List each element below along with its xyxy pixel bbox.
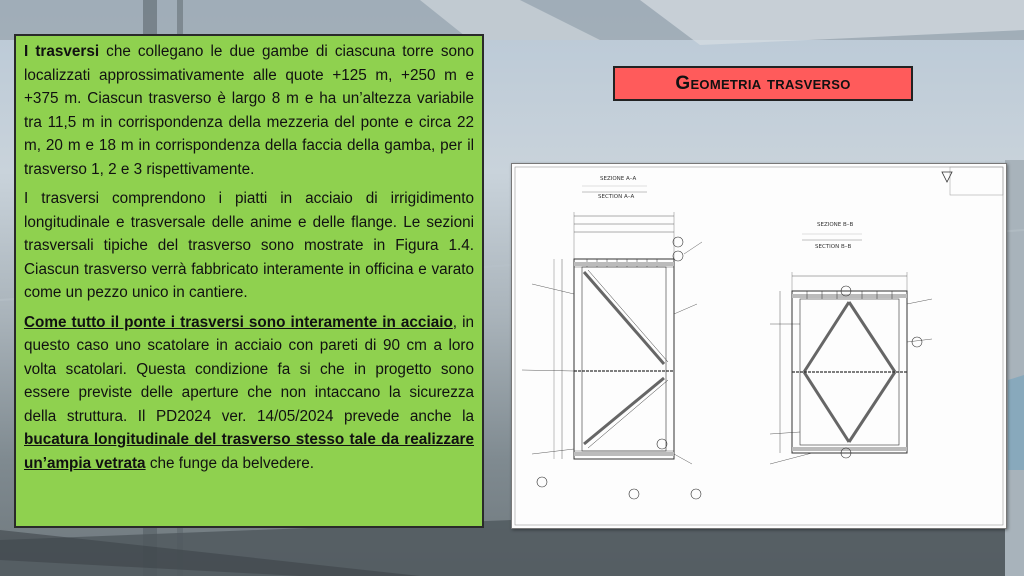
paragraph2-text: I trasversi comprendono i piatti in acciaio di irrigidimento longitudinale e trasversale delle anime e delle flange. Le sezioni trasversali tipiche del trasverso sono mostrate in Figura 1.4. Ciascun trasverso verrà fabbricato interamente in officina e varato come un pezzo unico in cantiere. xyxy=(24,190,474,301)
section-a-title-en: SECTION A–A xyxy=(598,194,635,200)
section-b-title: SEZIONE B–B xyxy=(817,222,854,228)
paragraph1-text: che collegano le due gambe di ciascuna torre sono localizzati approssimativamente alle quote +125 m, +250 m e +375 m. Ciascun trasverso è largo 8 m e ha un’altezza variabile tra 11,5 m in corrispondenza della mezzeria del ponte e circa 22 m, 20 m e 18 m in corrispondenza della faccia della gamba, per il trasverso 1, 2 e 3 rispettivamente. xyxy=(24,43,474,178)
lead-bold-trasversi: I trasversi xyxy=(24,43,100,60)
technical-drawing-sections xyxy=(511,163,1007,529)
paragraph-trasversi-composition xyxy=(24,187,474,305)
section-b-drawing xyxy=(780,272,907,453)
description-text-box xyxy=(14,34,484,528)
lead-bold-underline-acciaio: Come tutto il ponte i trasversi sono interamente in acciaio xyxy=(24,313,453,331)
paragraph3-text-mid: , in questo caso uno scatolare in acciaio con pareti di 90 cm a loro volta scatolari. Questa condizione fa si che in progetto sono essere previste delle aperture che non intaccano la sicurezza della struttura. Il PD2024 ver. 14/05/2024 prevede anche la xyxy=(24,313,475,425)
bold-underline-bucatura: bucatura longitudinale del trasverso stesso tale da realizzare un’ampia vetrata xyxy=(24,431,474,472)
paragraph-trasversi-location xyxy=(24,40,474,181)
section-b-title-en: SECTION B–B xyxy=(815,244,852,250)
paragraph3-text-end: che funge da belvedere. xyxy=(145,454,314,472)
slide-title xyxy=(613,66,913,101)
section-a-drawing xyxy=(554,212,674,459)
paragraph-trasversi-acciaio xyxy=(24,311,474,476)
slide-title-text: Geometria trasverso xyxy=(675,72,851,94)
north-arrow-icon xyxy=(942,172,952,182)
technical-drawing-svg xyxy=(512,164,1006,528)
section-a-title: SEZIONE A–A xyxy=(600,176,637,182)
